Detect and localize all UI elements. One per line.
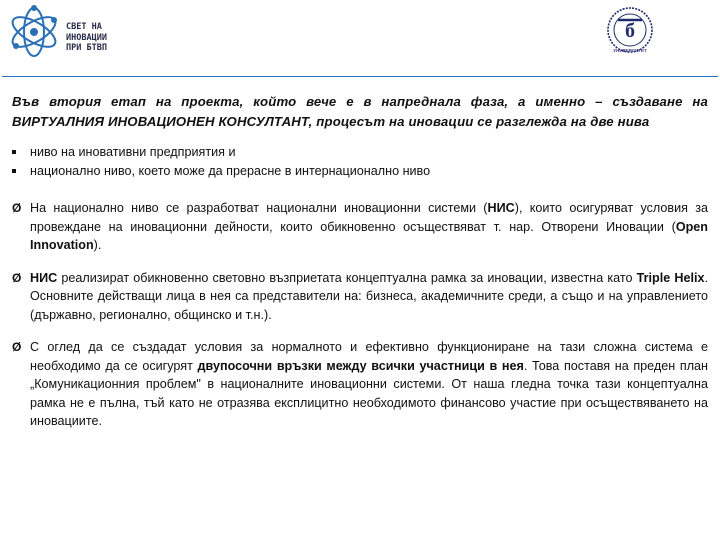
bidirectional-links-term: двупосочни връзки между всички участници в нея — [197, 358, 524, 373]
text-segment: . Основните действащи лица в нея са представители на: бизнеса, академичните среди, а също и на управлението (държавно, регионално, общинско и т.н.). — [30, 270, 708, 322]
triple-helix-paragraph — [12, 269, 708, 325]
square-bullet-icon — [12, 150, 16, 154]
arrow-bullet-icon: Ø — [12, 201, 22, 215]
emblem-caption: УНИВЕРСИТЕТ — [613, 48, 647, 53]
nis-term: НИС — [487, 201, 515, 215]
page-header — [0, 0, 720, 78]
list-item — [12, 143, 708, 162]
list-item-text: ниво на иновативни предприятия и — [30, 145, 236, 159]
university-emblem-icon — [590, 4, 670, 66]
text-segment: ), които осигуряват условия за провеждане на иновационни дейности, които обикновенно осъществяват т. нар. Отворени Иновации ( — [30, 201, 709, 234]
arrow-bullet-icon: Ø — [12, 270, 22, 285]
national-systems-paragraph — [12, 199, 708, 255]
text-segment: . Това поставя на преден план „Комуникационния проблем" в националните иновационни системи. От наша гледна точка тази концептуална рамка не е пълна, тъй като не отразява експлицитно необходимото финансово участие при осъществяването на иновациите. — [30, 358, 709, 428]
svg-text:б: б — [625, 20, 635, 42]
communication-problem-paragraph — [12, 338, 708, 431]
text-segment: На национално ниво се разработват национални иновационни системи ( — [30, 201, 488, 215]
triple-helix-term: Triple Helix — [636, 270, 705, 285]
text-segment: ). — [93, 238, 102, 252]
logo-text: СВЕТ НА ИНОВАЦИИ ПРИ БТВП — [66, 22, 107, 53]
text-segment: С оглед да се създадат условия за нормалното и ефективно функциониране на тази сложна система е необходимо да се осигурят — [30, 340, 708, 373]
open-innovation-term: Open Innovation — [30, 219, 708, 252]
header-divider — [2, 76, 718, 77]
list-item-text: национално ниво, което може да прерасне в интернационално ниво — [30, 164, 431, 178]
main-content — [12, 92, 708, 445]
nis-term: НИС — [30, 270, 58, 285]
list-item — [12, 162, 708, 181]
square-bullet-icon — [12, 169, 16, 173]
levels-list — [12, 143, 708, 181]
intro-paragraph: Във втория етап на проекта, който вече е в напреднала фаза, а именно – създаване на ВИРТУАЛНИЯ ИНОВАЦИОНЕН КОНСУЛТАНТ, процесът на иновации се разглежда на две нива — [12, 94, 708, 129]
text-segment: реализират обикновенно световно възприетата концептуална рамка за иновации, известна като — [57, 270, 637, 285]
arrow-bullet-icon: Ø — [12, 340, 22, 354]
